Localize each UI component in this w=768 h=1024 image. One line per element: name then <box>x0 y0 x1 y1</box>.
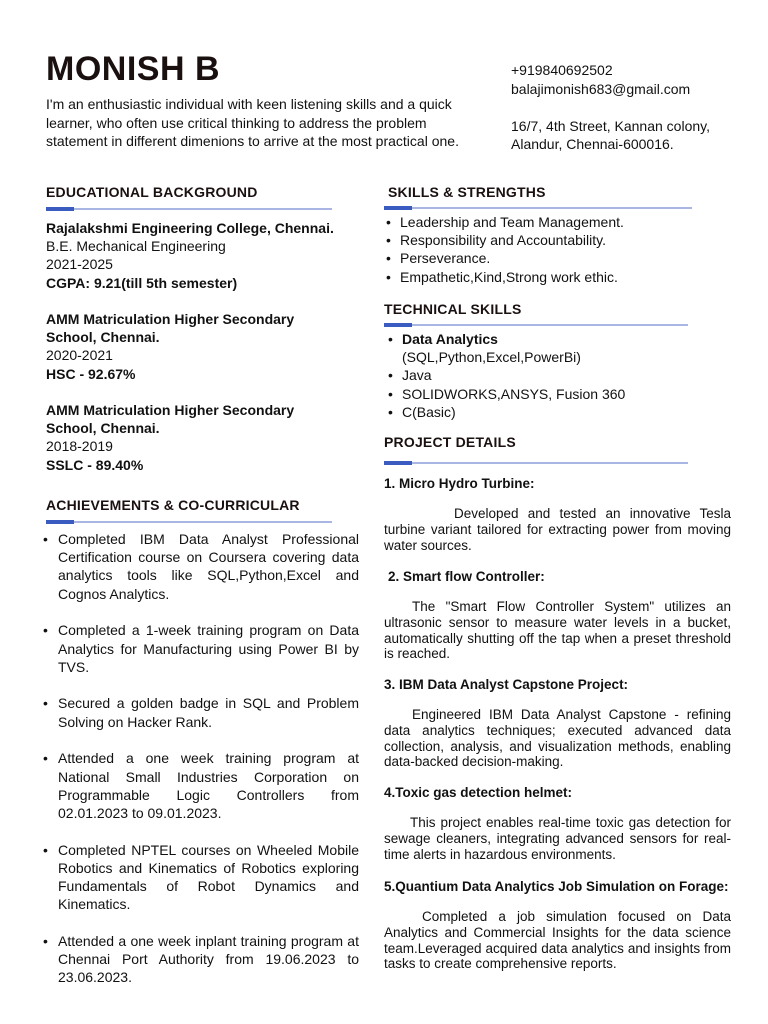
candidate-name: MONISH B <box>46 50 220 88</box>
skill-item: • Leadership and Team Management. <box>384 213 714 231</box>
education-entry <box>46 310 346 383</box>
address-line-2: Alandur, Chennai-600016. <box>511 136 674 152</box>
skill-item: • Empathetic,Kind,Strong work ethic. <box>384 268 714 286</box>
achievement-item: • Completed NPTEL courses on Wheeled Mobile Robotics and Kinematics of Robotics exploring Fundamentals of Robot Dynamics and Kinematics. <box>46 841 359 914</box>
project-title: 4.Toxic gas detection helmet: <box>384 785 573 800</box>
project-item <box>384 878 731 972</box>
address-line-1: 16/7, 4th Street, Kannan colony, <box>511 117 710 134</box>
technical-skill-item: • C(Basic) <box>386 403 716 421</box>
skills-section-title: SKILLS & STRENGTHS <box>388 184 546 200</box>
education-section-title: EDUCATIONAL BACKGROUND <box>46 184 258 200</box>
technical-skill-item: • Java <box>386 366 716 384</box>
skill-item: • Responsibility and Accountability. <box>384 231 714 249</box>
technical-skill-name: Data Analytics <box>402 331 498 347</box>
project-description: Engineered IBM Data Analyst Capstone - refining data analytics techniques; executed advanced data collection, analysis, and visualization methods, enabling data-backed decision-making. <box>384 707 731 770</box>
achievement-item: • Completed IBM Data Analyst Professional Certification course on Coursera covering data analytics tools like SQL,Python,Excel and Cognos Analytics. <box>46 530 359 603</box>
project-item <box>384 568 731 662</box>
section-divider <box>384 324 688 326</box>
profile-summary: I'm an enthusiastic individual with keen listening skills and a quick learner, who often use critical thinking to address the problem statement in different dimenions to arrive at the most practical one. <box>46 96 459 149</box>
education-years: 2020-2021 <box>46 347 113 364</box>
education-score: HSC - 92.67% <box>46 365 136 382</box>
project-description: The "Smart Flow Controller System" utilizes an ultrasonic sensor to measure water levels in a bucket, automatically shutting off the tap when a preset threshold is reached. <box>384 599 731 662</box>
section-divider <box>46 521 332 523</box>
projects-section-title: PROJECT DETAILS <box>384 434 516 450</box>
project-title: 5.Quantium Data Analytics Job Simulation on Forage: <box>384 879 729 894</box>
section-divider <box>46 208 332 210</box>
education-institution: Rajalakshmi Engineering College, Chennai. <box>46 220 334 236</box>
skill-item: • Perseverance. <box>384 249 714 267</box>
project-title: 2. Smart flow Controller: <box>388 569 545 584</box>
technical-skill-item: • SOLIDWORKS,ANSYS, Fusion 360 <box>386 385 716 403</box>
project-item <box>384 784 731 862</box>
achievement-item: • Completed a 1-week training program on Data Analytics for Manufacturing using Power BI by TVS. <box>46 621 359 676</box>
email-address: balajimonish683@gmail.com <box>511 80 691 97</box>
project-title: 1. Micro Hydro Turbine: <box>384 476 535 491</box>
project-title: 3. IBM Data Analyst Capstone Project: <box>384 677 629 692</box>
section-divider <box>384 462 688 464</box>
technical-section-title: TECHNICAL SKILLS <box>384 301 522 317</box>
technical-skills-list <box>386 330 716 421</box>
education-institution: AMM Matriculation Higher Secondary School, Chennai. <box>46 311 295 346</box>
technical-skill-tools: (SQL,Python,Excel,PowerBi) <box>402 349 581 366</box>
education-score: SSLC - 89.40% <box>46 456 144 473</box>
project-description: This project enables real-time toxic gas detection for sewage cleaners, integrating advanced sensors for real-time alerts in hazardous environments. <box>384 815 731 862</box>
achievements-section-title: ACHIEVEMENTS & CO-CURRICULAR <box>46 497 300 513</box>
achievements-list <box>46 530 359 1005</box>
project-item <box>384 676 731 770</box>
education-course: B.E. Mechanical Engineering <box>46 238 226 255</box>
technical-skill-item <box>386 330 716 366</box>
contact-block <box>511 61 710 154</box>
education-institution: AMM Matriculation Higher Secondary School, Chennai. <box>46 402 295 437</box>
achievement-item: • Attended a one week training program at National Small Industries Corporation on Programmable Logic Controllers from 02.01.2023 to 09.01.2023. <box>46 749 359 822</box>
project-description: Developed and tested an innovative Tesla turbine variant tailored for extracting power from moving water sources. <box>384 506 731 553</box>
skills-list <box>384 213 714 286</box>
education-entry <box>46 401 346 474</box>
education-score: CGPA: 9.21(till 5th semester) <box>46 274 238 291</box>
education-years: 2021-2025 <box>46 256 113 273</box>
project-item <box>384 475 731 553</box>
project-description: Completed a job simulation focused on Data Analytics and Commercial Insights for the data science team.Leveraged acquired data analytics and insights from tasks to create comprehensive reports. <box>384 909 731 972</box>
achievement-item: • Secured a golden badge in SQL and Problem Solving on Hacker Rank. <box>46 694 359 730</box>
phone-number: +919840692502 <box>511 62 613 78</box>
achievement-item: • Attended a one week inplant training program at Chennai Port Authority from 19.06.2023 to 23.06.2023. <box>46 932 359 987</box>
section-divider <box>384 207 692 209</box>
education-years: 2018-2019 <box>46 438 113 455</box>
education-entry <box>46 219 346 292</box>
